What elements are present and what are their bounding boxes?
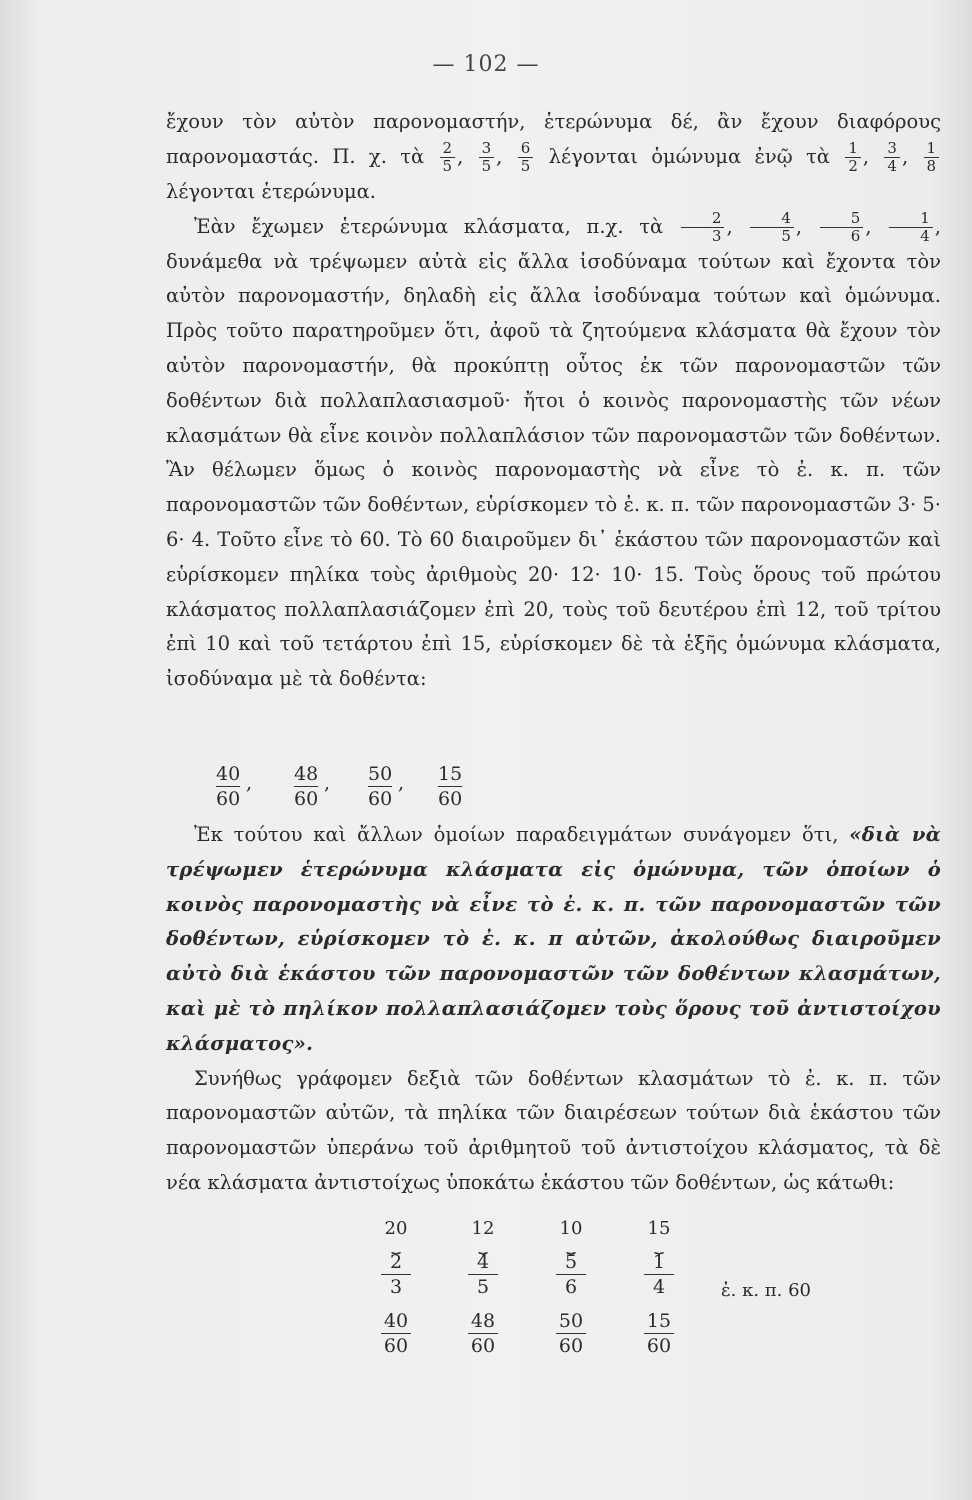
book-page: — 102 — ἔχουν τὸν αὐτὸν παρονομαστήν, ἑτερώνυμα δέ, ἂν ἔχουν διαφόρους παρονομαστάς. Π. χ. τὰ $\frac{2}{5}$ , $\frac{3}{5}$ , $\frac{6}{5}$ λέγονται ὁμώνυμα ἐνῷ τὰ $\frac{1}{2}$ , $\frac{3}{4}$ , $\frac{1}{8}$ λέγονται ἑτερώνυμα. Ἐὰν ἔχωμεν ἑτερώνυμα κλάσματα, π.χ. τὰ $\frac{2}{3}$ , $\frac{4}{5}$ , $\frac{5}{6}$ , $\frac{1}{4}$ , δυνάμεθα νὰ τρέψωμεν αὐτὰ εἰς ἄλλα ἰσοδύναμα τούτων καὶ ἔχοντα τὸν αὐτὸν παρονομαστήν, δηλαδὴ εἰς ἄλλα ἰσοδύναμα τούτων καὶ ὁμώνυμα. Πρὸς τοῦτο παρατηροῦμεν ὅτι, ἀφοῦ τὰ ζητούμενα κλάσματα θὰ ἔχουν τὸν αὐτὸν παρονομαστήν, θὰ προκύπτῃ οὗτος ἐκ τῶν παρονομαστῶν τῶν δοθέντων διὰ πολλαπλασιασμοῦ· ἤτοι ὁ κοινὸς παρονομαστὴς τῶν νέων κλασμάτων θὰ εἶνε κοινὸν πολλαπλάσιον τῶν παρονομαστῶν τῶν δοθέντων. Ἂν θέλωμεν ὅμως ὁ κοινὸς παρονομαστὴς νὰ εἶνε τὸ ἐ. κ. π. τῶν παρονομαστῶν τῶν δοθέντων, εὑρίσκομεν τὸ ἐ. κ. π. τῶν παρονομαστῶν 3· 5· 6· 4. Τοῦτο εἶνε τὸ 60. Τὸ 60 διαιροῦμεν δι᾽ ἑκάστου τῶν παρονομαστῶν καὶ εὑρίσκομεν πηλίκα τοὺς ἀριθμοὺς 20· 12· 10· 15. Τοὺς ὅρους τοῦ πρώτου κλάσματος πολλαπλασιάζομεν ἐπὶ 20, τοὺς τοῦ δευτέρου ἐπὶ 12, τοῦ τρίτου ἐπὶ 10 καὶ τοῦ τετάρτου ἐπὶ 15, εὑρίσκομεν δὲ τὰ ἑξῆς ὁμώνυμα κλάσματα, ἰσοδύναμα μὲ τὰ δοθέντα: $\frac{40}{60}$ , $\frac{48}{60}$ , $\frac{50}{60}$ , $\frac{15}{60}$ Ἐκ τούτου καὶ ἄλλων ὁμοίων παραδειγμάτων συνάγομεν ὅτι, «διὰ νὰ τρέψωμεν ἑτερώνυμα κλάσματα εἰς ὁμώνυμα, τῶν ὁποίων ὁ κοινὸς παρονομαστὴς νὰ εἶνε τὸ ἐ. κ. π. τῶν παρονομαστῶν τῶν δοθέντων, εὑρίσκομεν τὸ ἐ. κ. π αὐτῶν, ἀκολούθως διαιροῦμεν αὐτὸ διὰ ἑκάστου τῶν παρονομαστῶν τῶν δοθέντων κλασμάτων, καὶ μὲ τὸ πηλίκον πολλαπλασιάζομεν τοὺς ὅρους τοῦ ἀντιστοίχου κλάσματος». Συνήθως γράφομεν δεξιὰ τῶν δοθέντων κλασμάτων τὸ ἐ. κ. π. τῶν παρονομαστῶν αὐτῶν, τὰ πηλίκα τῶν διαιρέσεων τούτων διὰ ἑκάστου τῶν παρονομαστῶν ὑπεράνω τοῦ ἀριθμητοῦ τοῦ ἀντιστοίχου κλάσματος, τὰ δὲ νέα κλάσματα ἀντιστοίχως ὑποκάτω ἑκάστου τῶν δοθέντων, ὡς κάτωθι: 20 ⏟ 2 3 40 60 12 ⏟ 4 5 48 60 10 ⏟ 5 6 50 60 15 ⏟ 1 4 15 60 ἐ. κ. π. 60 (0, 0, 972, 1500)
fraction: $\frac{3}{5}$ (479, 140, 495, 175)
fraction: $\frac{2}{5}$ (440, 140, 456, 175)
fraction: $\frac{4}{5}$ (750, 210, 794, 245)
fraction: $\frac{15}{60}$ (438, 763, 463, 810)
rule-statement: «διὰ νὰ τρέψωμεν ἑτερώνυμα κλάσματα εἰς ὁμώνυμα, τῶν ὁποίων ὁ κοινὸς παρονομαστὴς νὰ εἶνε τὸ ἐ. κ. π. τῶν παρονομαστῶν τῶν δοθέντων, εὑρίσκομεν τὸ ἐ. κ. π αὐτῶν, ἀκολούθως διαιροῦμεν αὐτὸ διὰ ἑκάστου τῶν παρονομαστῶν τῶν δοθέντων κλασμάτων, καὶ μὲ τὸ πηλίκον πολλαπλασιάζομεν τοὺς ὅρους τοῦ ἀντιστοίχου κλάσματος». (166, 823, 942, 1055)
scheme-column: 15 ⏟ 1 4 15 60 (644, 1218, 674, 1358)
paragraph-2-text-a: Ἐὰν ἔχωμεν ἑτερώνυμα κλάσματα, π.χ. τὰ (194, 214, 664, 238)
paragraph-3 (166, 818, 941, 1062)
body-text-2 (166, 818, 941, 1201)
fraction: $\frac{6}{5}$ (518, 140, 534, 175)
fraction: $\frac{1}{2}$ (845, 140, 861, 175)
paragraph-2: Ἐὰν ἔχωμεν ἑτερώνυμα κλάσματα, π.χ. τὰ $\frac{2}{3}$ , $\frac{4}{5}$ , $\frac{5}{6}$ , $\frac{1}{4}$ , δυνάμεθα νὰ τρέψωμεν αὐτὰ εἰς ἄλλα ἰσοδύναμα τούτων καὶ ἔχοντα τὸν αὐτὸν παρονομαστήν, δηλαδὴ εἰς ἄλλα ἰσοδύναμα τούτων καὶ ὁμώνυμα. Πρὸς τοῦτο παρατηροῦμεν ὅτι, ἀφοῦ τὰ ζητούμενα κλάσματα θὰ ἔχουν τὸν αὐτὸν παρονομαστήν, θὰ προκύπτῃ οὗτος ἐκ τῶν παρονομαστῶν τῶν δοθέντων διὰ πολλαπλασιασμοῦ· ἤτοι ὁ κοινὸς παρονομαστὴς τῶν νέων κλασμάτων θὰ εἶνε κοινὸν πολλαπλάσιον τῶν παρονομαστῶν τῶν δοθέντων. Ἂν θέλωμεν ὅμως ὁ κοινὸς παρονομαστὴς νὰ εἶνε τὸ ἐ. κ. π. τῶν παρονομαστῶν τῶν δοθέντων, εὑρίσκομεν τὸ ἐ. κ. π. τῶν παρονομαστῶν 3· 5· 6· 4. Τοῦτο εἶνε τὸ 60. Τὸ 60 διαιροῦμεν δι᾽ ἑκάστου τῶν παρονομαστῶν καὶ εὑρίσκομεν πηλίκα τοὺς ἀριθμοὺς 20· 12· 10· 15. Τοὺς ὅρους τοῦ πρώτου κλάσματος πολλαπλασιάζομεν ἐπὶ 20, τοὺς τοῦ δευτέρου ἐπὶ 12, τοῦ τρίτου ἐπὶ 10 καὶ τοῦ τετάρτου ἐπὶ 15, εὑρίσκομεν δὲ τὰ ἑξῆς ὁμώνυμα κλάσματα, ἰσοδύναμα μὲ τὰ δοθέντα: (166, 208, 941, 691)
fraction: $\frac{1}{8}$ (924, 140, 940, 175)
fraction: $\frac{2}{3}$ (681, 210, 725, 245)
paragraph-4: Συνήθως γράφομεν δεξιὰ τῶν δοθέντων κλασμάτων τὸ ἐ. κ. π. τῶν παρονομαστῶν αὐτῶν, τὰ πηλίκα τῶν διαιρέσεων τούτων διὰ ἑκάστου τῶν παρονομαστῶν ὑπεράνω τοῦ ἀριθμητοῦ τοῦ ἀντιστοίχου κλάσματος, τὰ δὲ νέα κλάσματα ἀντιστοίχως ὑποκάτω ἑκάστου τῶν δοθέντων, ὡς κάτωθι: (166, 1066, 941, 1194)
fraction: $\frac{1}{4}$ (889, 210, 933, 245)
scheme-column: 12 ⏟ 4 5 48 60 (468, 1218, 498, 1358)
fraction: $\frac{3}{4}$ (884, 140, 900, 175)
body-text (166, 105, 941, 697)
paragraph-1-text-b: λέγονται ὁμώνυμα ἐνῷ τὰ (548, 144, 830, 168)
fraction: $\frac{40}{60}$ (216, 763, 241, 810)
paragraph-3-text: Ἐκ τούτου καὶ ἄλλων ὁμοίων παραδειγμάτων συνάγομεν ὅτι, (194, 823, 839, 846)
paragraph-1-text-c: λέγονται ἑτερώνυμα. (166, 179, 376, 203)
paragraph-2-text-b: δυνάμεθα νὰ τρέψωμεν αὐτὰ εἰς ἄλλα ἰσοδύναμα τούτων καὶ ἔχοντα τὸν αὐτὸν παρονομαστήν, δηλαδὴ εἰς ἄλλα ἰσοδύναμα τούτων καὶ ὁμώνυμα. Πρὸς τοῦτο παρατηροῦμεν ὅτι, ἀφοῦ τὰ ζητούμενα κλάσματα θὰ ἔχουν τὸν αὐτὸν παρονομαστήν, θὰ προκύπτῃ οὗτος ἐκ τῶν παρονομαστῶν τῶν δοθέντων διὰ πολλαπλασιασμοῦ· ἤτοι ὁ κοινὸς παρονομαστὴς τῶν νέων κλασμάτων θὰ εἶνε κοινὸν πολλαπλάσιον τῶν παρονομαστῶν τῶν δοθέντων. Ἂν θέλωμεν ὅμως ὁ κοινὸς παρονομαστὴς νὰ εἶνε τὸ ἐ. κ. π. τῶν παρονομαστῶν τῶν δοθέντων, εὑρίσκομεν τὸ ἐ. κ. π. τῶν παρονομαστῶν 3· 5· 6· 4. Τοῦτο εἶνε τὸ 60. Τὸ 60 διαιροῦμεν δι᾽ ἑκάστου τῶν παρονομαστῶν καὶ εὑρίσκομεν πηλίκα τοὺς ἀριθμοὺς 20· 12· 10· 15. Τοὺς ὅρους τοῦ πρώτου κλάσματος πολλαπλασιάζομεν ἐπὶ 20, τοὺς τοῦ δευτέρου ἐπὶ 12, τοῦ τρίτου ἐπὶ 10 καὶ τοῦ τετάρτου ἐπὶ 15, εὑρίσκομεν δὲ τὰ ἑξῆς ὁμώνυμα κλάσματα, ἰσοδύναμα μὲ τὰ δοθέντα: (166, 249, 941, 691)
paragraph-1-text-a: ἔχουν τὸν αὐτὸν παρονομαστήν, ἑτερώνυμα δέ, ἂν ἔχουν διαφόρους παρονομαστάς. Π. χ. τὰ (166, 110, 941, 168)
scheme-column: 10 ⏟ 5 6 50 60 (556, 1218, 586, 1358)
scheme-column: 20 ⏟ 2 3 40 60 (381, 1218, 411, 1358)
fraction: $\frac{48}{60}$ (294, 763, 319, 810)
fraction: $\frac{50}{60}$ (368, 763, 393, 810)
page-number: — 102 — (432, 52, 540, 77)
fraction: $\frac{5}{6}$ (820, 210, 864, 245)
lcd-label: ἐ. κ. π. 60 (721, 1280, 811, 1301)
paragraph-1: ἔχουν τὸν αὐτὸν παρονομαστήν, ἑτερώνυμα δέ, ἂν ἔχουν διαφόρους παρονομαστάς. Π. χ. τὰ $\frac{2}{5}$ , $\frac{3}{5}$ , $\frac{6}{5}$ λέγονται ὁμώνυμα ἐνῷ τὰ $\frac{1}{2}$ , $\frac{3}{4}$ , $\frac{1}{8}$ λέγονται ἑτερώνυμα. (166, 110, 941, 203)
